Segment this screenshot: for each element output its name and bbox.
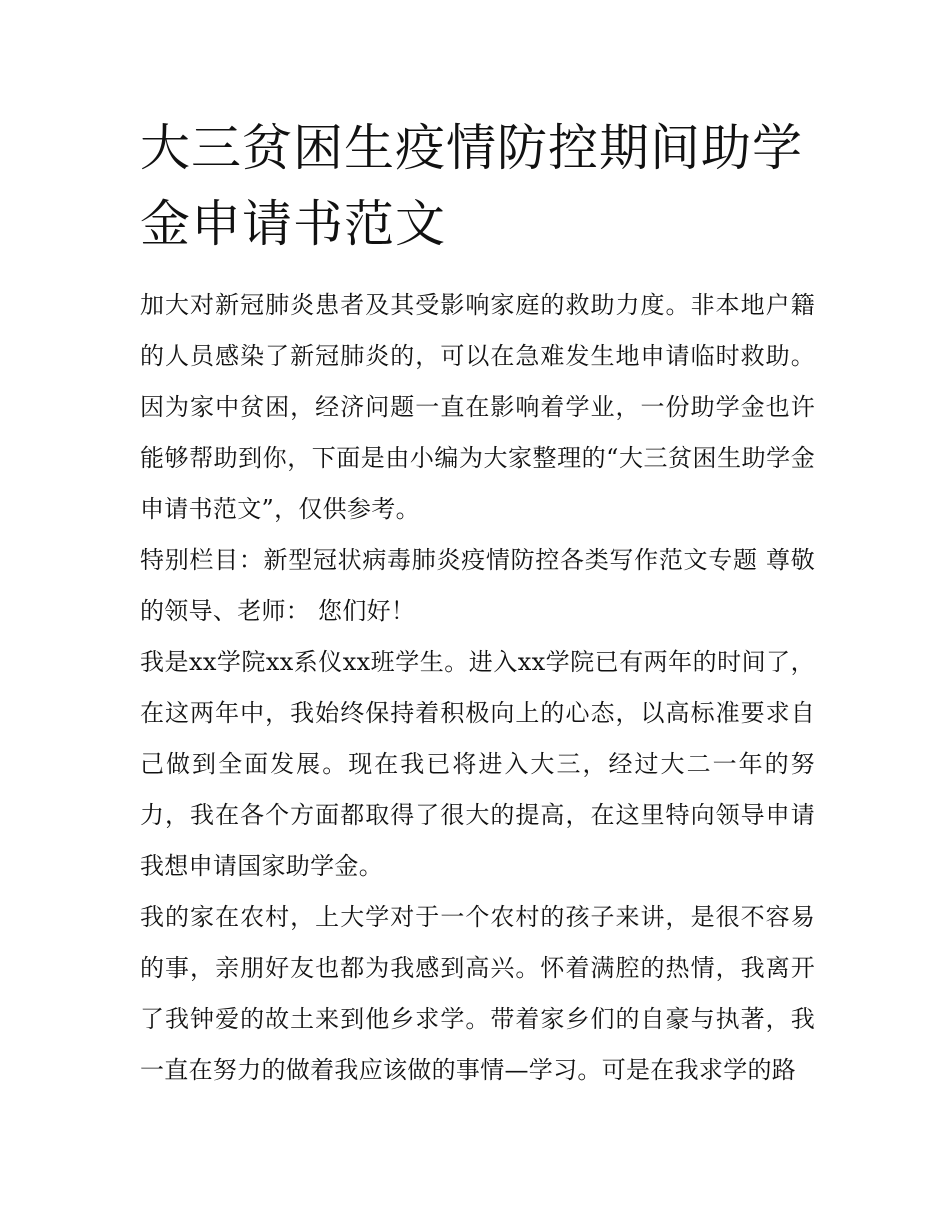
paragraph-self-introduction: 我是xx学院xx系仪xx班学生。进入xx学院已有两年的时间了，在这两年中，我始终保持着积极向上的心态，以高标准要求自己做到全面发展。现在我已将进入大三，经过大二一年的努力，我在各个方面都取得了很大的提高，在这里特向领导申请我想申请国家助学金。 bbox=[140, 648, 815, 880]
paragraph-special-column: 特别栏目：新型冠状病毒肺炎疫情防控各类写作范文专题 尊敬的领导、老师： 您们好！ bbox=[140, 546, 815, 625]
document-body bbox=[140, 110, 815, 1096]
paragraph-family-background: 我的家在农村，上大学对于一个农村的孩子来讲，是很不容易的事，亲朋好友也都为我感到高兴。怀着满腔的热情，我离开了我钟爱的故土来到他乡求学。带着家乡们的自豪与执著，我一直在努力的做着我应该做的事情—学习。可是在我求学的路 bbox=[140, 903, 815, 1084]
document-title: 大三贫困生疫情防控期间助学金申请书范文 bbox=[140, 119, 803, 253]
paragraph-intro: 加大对新冠肺炎患者及其受影响家庭的救助力度。非本地户籍的人员感染了新冠肺炎的，可以在急难发生地申请临时救助。因为家中贫困，经济问题一直在影响着学业，一份助学金也许能够帮助到你，下面是由小编为大家整理的“大三贫困生助学金申请书范文”，仅供参考。 bbox=[140, 291, 815, 523]
